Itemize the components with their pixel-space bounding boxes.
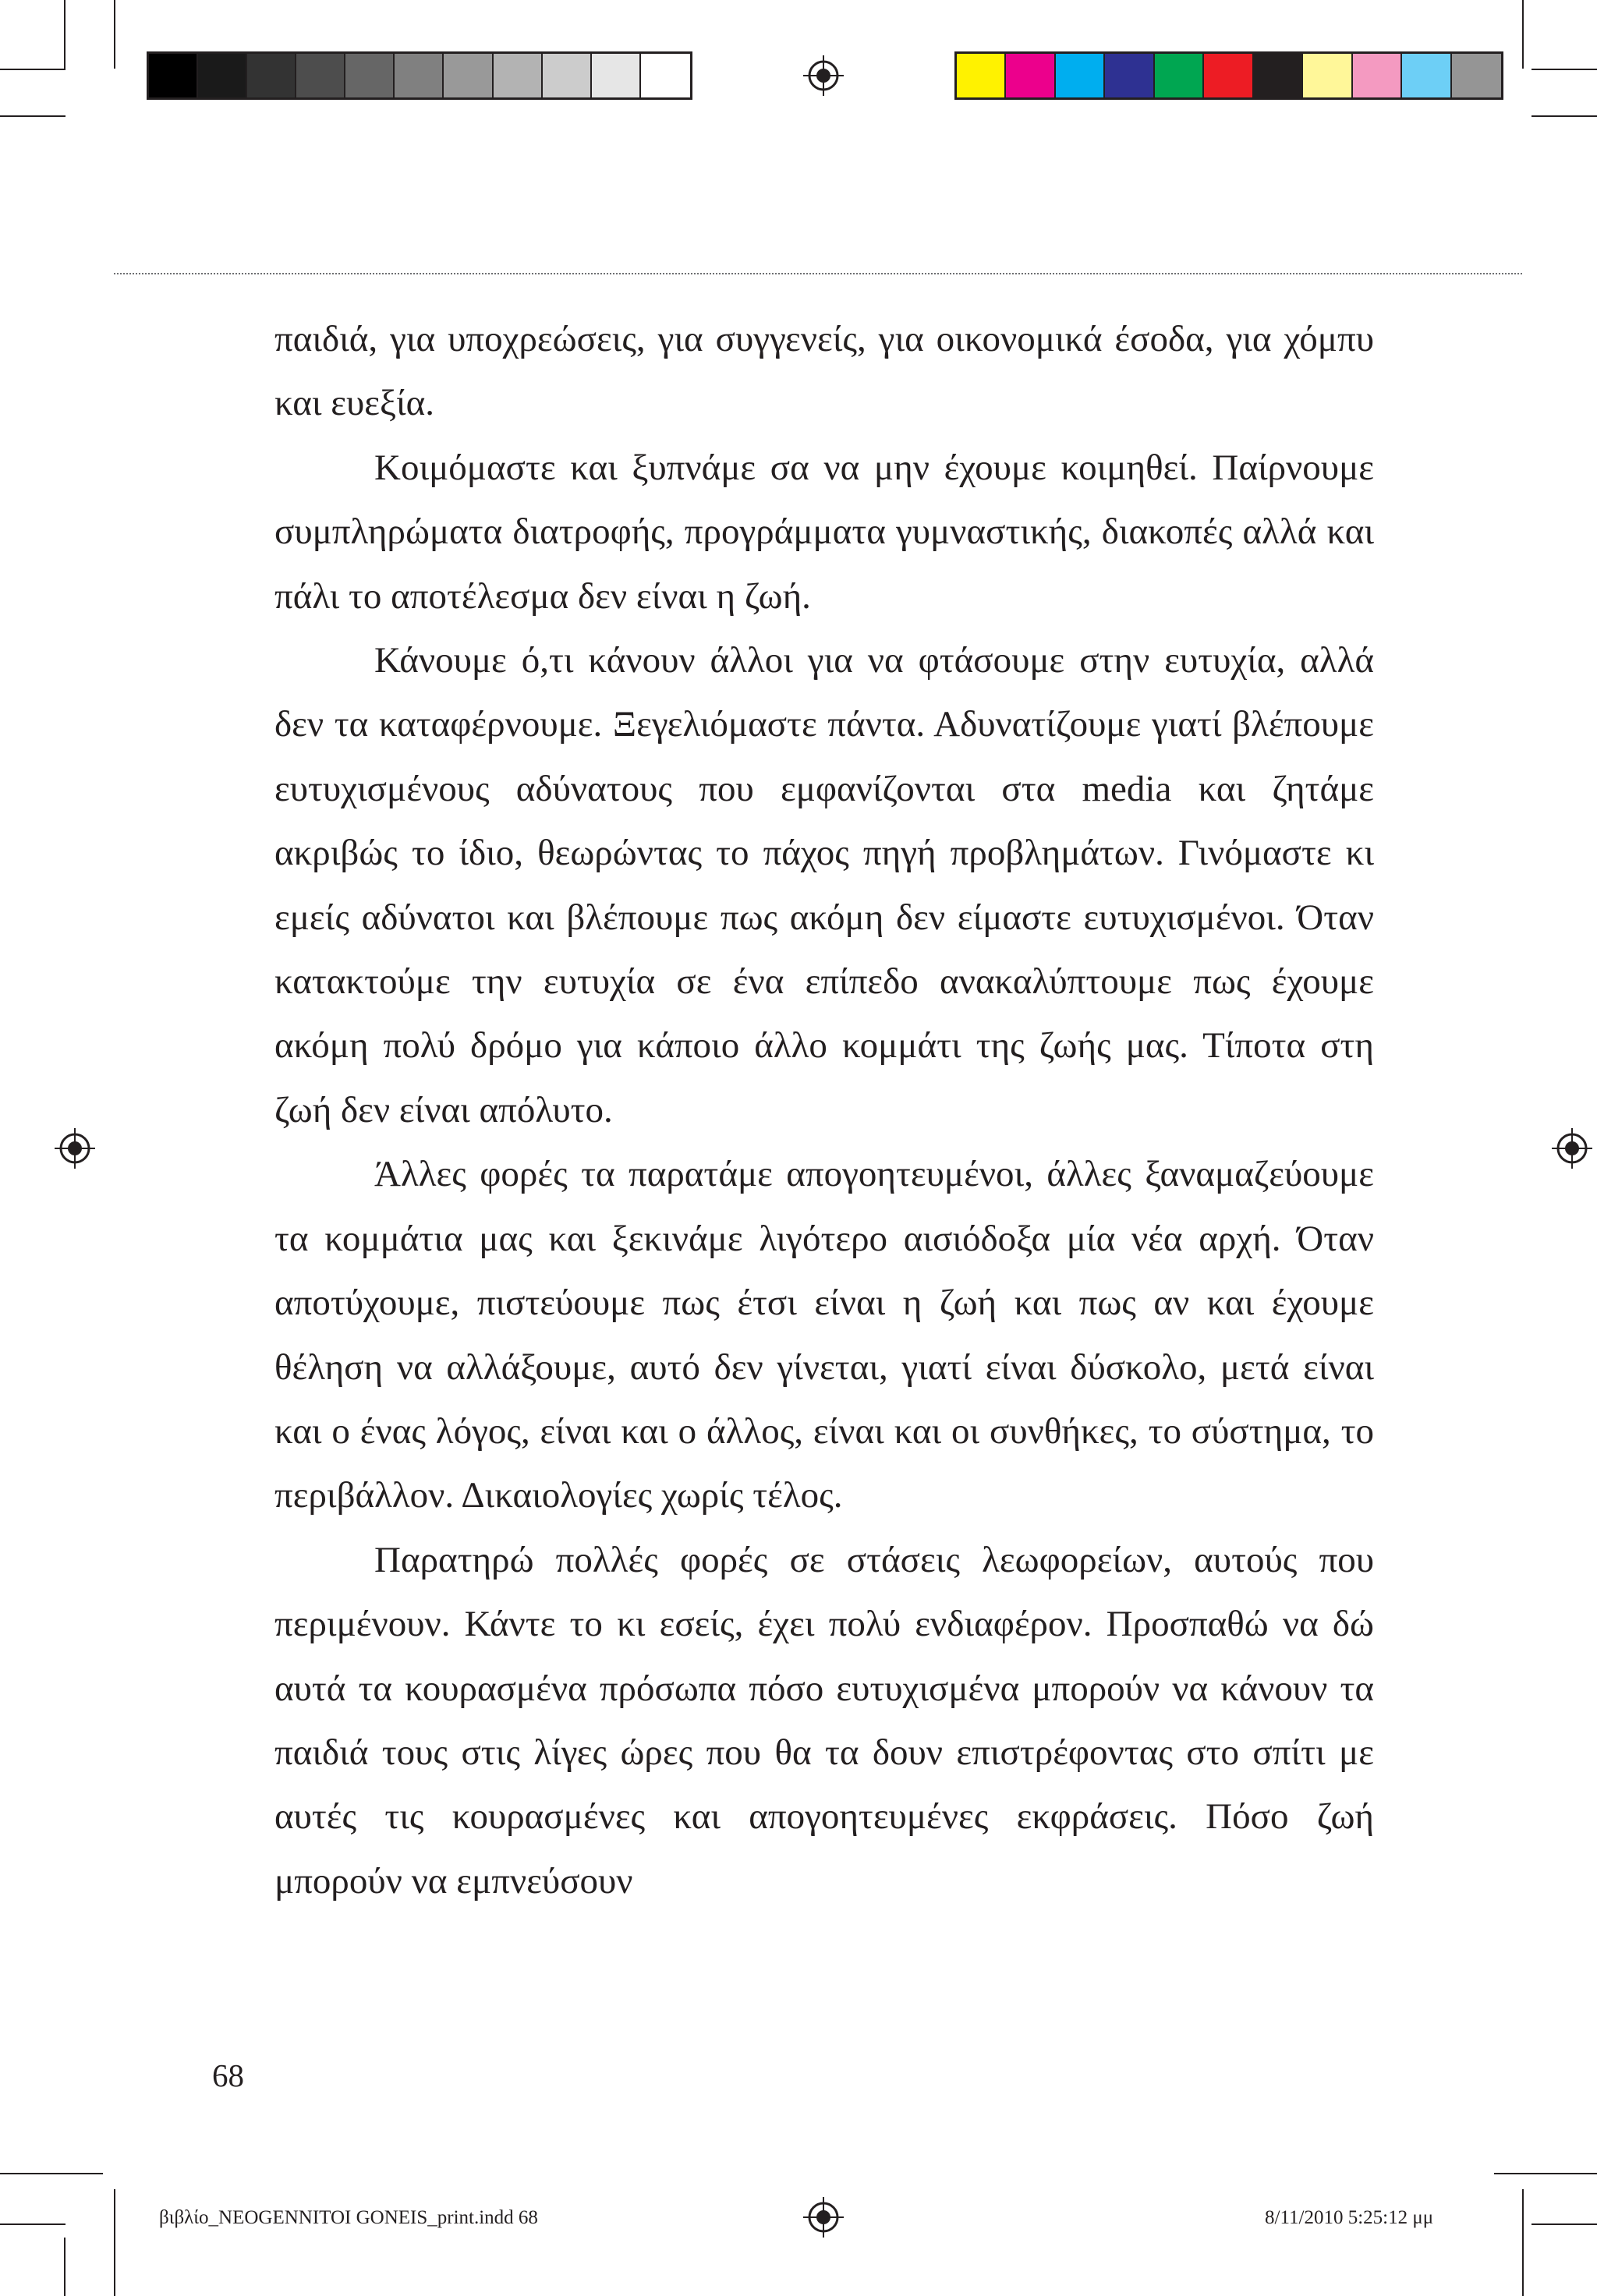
crop-mark [0,2223,66,2225]
crop-mark [64,0,66,69]
crop-mark [1531,2223,1597,2225]
page-number: 68 [212,2057,244,2093]
crop-mark [0,2173,103,2174]
header-dotted-rule [114,273,1522,274]
paragraph: Παρατηρώ πολλές φορές σε στάσεις λεωφορείων, αυτούς που περιμένουν. Κάντε το κι εσείς, έχει πολύ ενδιαφέρον. Προσπαθώ να δώ αυτά τα κουρασμένα πρόσωπα πόσο ευτυχισμένα μπορούν να κάνουν τα παιδιά τους στις λίγες ώρες που θα τα δουν επιστρέφοντας στο σπίτι με αυτές τις κουρασμένες και απογοητευμένες εκφράσεις. Πόσο ζωή μπορούν να εμπνεύσουν [274,1539,1374,1902]
crop-mark [0,69,66,70]
color-swatch [247,54,296,97]
color-swatch [198,54,247,97]
crop-mark [1494,2173,1597,2174]
color-swatch [1155,54,1204,97]
crop-mark [1522,0,1524,69]
color-swatch [1303,54,1352,97]
registration-mark-icon [1552,1128,1592,1169]
color-swatch [1006,54,1055,97]
color-swatch [494,54,543,97]
color-swatch [1105,54,1154,97]
paragraph: παιδιά, για υποχρεώσεις, για συγγενείς, για οικονομικά έσοδα, για χόμπυ και ευεξία. [274,319,1374,424]
color-swatch [543,54,592,97]
crop-mark [1531,115,1597,117]
color-swatch [592,54,641,97]
grayscale-color-bar [147,51,692,100]
color-swatch [345,54,395,97]
color-swatch [1204,54,1253,97]
crop-mark [64,2238,66,2296]
body-text [274,307,1374,1913]
color-swatch [1254,54,1303,97]
color-swatch [1452,54,1501,97]
paragraph: Άλλες φορές τα παρατάμε απογοητευμένοι, άλλες ξαναμαζεύουμε τα κομμάτια μας και ξεκινάμε λιγότερο αισιόδοξα μία νέα αρχή. Όταν αποτύχουμε, πιστεύουμε πως έτσι είναι η ζωή και πως αν και έχουμε θέληση να αλλάξουμε, αυτό δεν γίνεται, γιατί είναι δύσκολο, μετά είναι και ο ένας λόγος, είναι και ο άλλος, είναι και οι συνθήκες, το σύστημα, το περιβάλλον. Δικαιολογίες χωρίς τέλος. [274,1154,1374,1516]
process-color-bar [954,51,1503,100]
color-swatch [1353,54,1402,97]
crop-mark [114,0,115,69]
crop-mark [1531,69,1597,70]
color-swatch [444,54,493,97]
color-swatch [149,54,198,97]
color-swatch [395,54,444,97]
color-swatch [296,54,345,97]
slug-datetime: 8/11/2010 5:25:12 μμ [1265,2207,1434,2228]
color-swatch [1402,54,1451,97]
color-swatch [641,54,690,97]
paragraph: Κοιμόμαστε και ξυπνάμε σα να μην έχουμε κοιμηθεί. Παίρνουμε συμπληρώματα διατροφής, προγράμματα γυμναστικής, διακοπές αλλά και πάλι το αποτέλεσμα δεν είναι η ζωή. [274,447,1374,617]
registration-mark-icon [55,1128,95,1169]
registration-mark-icon [803,55,844,96]
paragraph: Κάνουμε ό,τι κάνουν άλλοι για να φτάσουμε στην ευτυχία, αλλά δεν τα καταφέρνουμε. Ξεγελιόμαστε πάντα. Αδυνατίζουμε γιατί βλέπουμε ευτυχισμένους αδύνατους που εμφανίζονται στα media και ζητάμε ακριβώς το ίδιο, θεωρώντας το πάχος πηγή προβλημάτων. Γινόμαστε κι εμείς αδύνατοι και βλέπουμε πως ακόμη δεν είμαστε ευτυχισμένοι. Όταν κατακτούμε την ευτυχία σε ένα επίπεδο ανακαλύπτουμε πως έχουμε ακόμη πολύ δρόμο για κάποιο άλλο κομμάτι της ζωής μας. Τίποτα στη ζωή δεν είναι απόλυτο. [274,640,1374,1130]
crop-mark [0,115,66,117]
crop-mark [114,2189,115,2296]
crop-mark [1522,2189,1524,2296]
slug-filename: βιβλίο_NEOGENNITOI GONEIS_print.indd 68 [159,2207,538,2228]
color-swatch [1056,54,1105,97]
color-swatch [957,54,1006,97]
registration-mark-icon [803,2197,844,2238]
